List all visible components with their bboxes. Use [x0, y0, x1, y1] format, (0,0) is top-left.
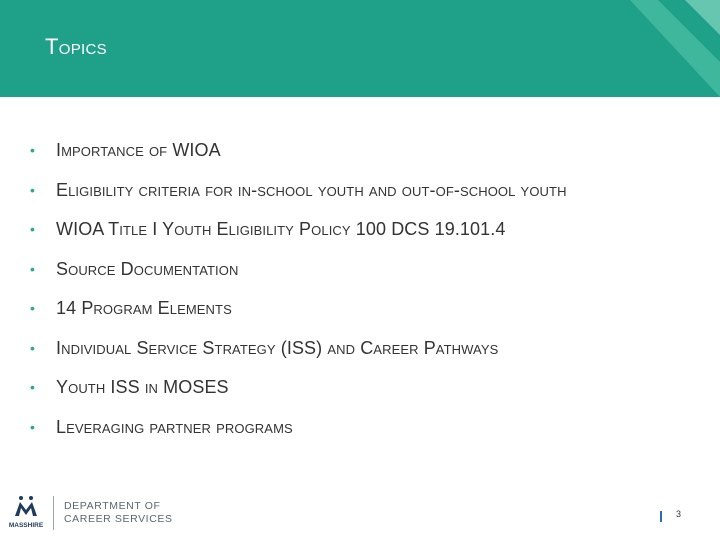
bullet-dot: • [30, 418, 36, 435]
bullet-dot: • [30, 260, 36, 277]
bullet-dot: • [30, 181, 36, 198]
page-number: 3 [676, 509, 682, 519]
bullet-dot: • [30, 142, 36, 158]
page-marker [660, 511, 662, 522]
logo-label: MASSHIRE [8, 522, 44, 529]
list-item [30, 257, 710, 297]
list-item [30, 296, 710, 336]
department-line-2: CAREER SERVICES [64, 513, 173, 525]
list-item [30, 178, 710, 218]
list-item-text: Youth ISS in MOSES [56, 377, 229, 397]
topics-list [30, 138, 710, 454]
list-item [30, 415, 710, 455]
slide-header [0, 0, 720, 97]
list-item-text: Leveraging partner programs [56, 416, 293, 437]
list-item-text: Importance of WIOA [56, 140, 221, 160]
list-item [30, 217, 710, 257]
bullet-dot: • [30, 339, 36, 356]
department-name [64, 500, 173, 526]
list-item-text: Eligibility criteria for in-school youth and out-of-school youth [56, 179, 567, 200]
list-item-text: Individual Service Strategy (ISS) and Career Pathways [56, 337, 499, 358]
corner-decoration [630, 0, 720, 97]
list-item-text: 14 Program Elements [56, 298, 232, 318]
list-item [30, 138, 710, 178]
bullet-dot: • [30, 379, 36, 395]
bullet-dot: • [30, 300, 36, 316]
list-item [30, 375, 710, 415]
list-item-text: Source Documentation [56, 258, 239, 279]
department-line-1: DEPARTMENT OF [64, 500, 161, 512]
masshire-logo-icon [8, 494, 44, 530]
bullet-dot: • [30, 221, 36, 237]
list-item-text: WIOA Title I Youth Eligibility Policy 100 DCS 19.101.4 [56, 219, 506, 239]
logo-divider [53, 496, 54, 530]
slide-title: Topics [45, 34, 107, 59]
list-item [30, 336, 710, 376]
